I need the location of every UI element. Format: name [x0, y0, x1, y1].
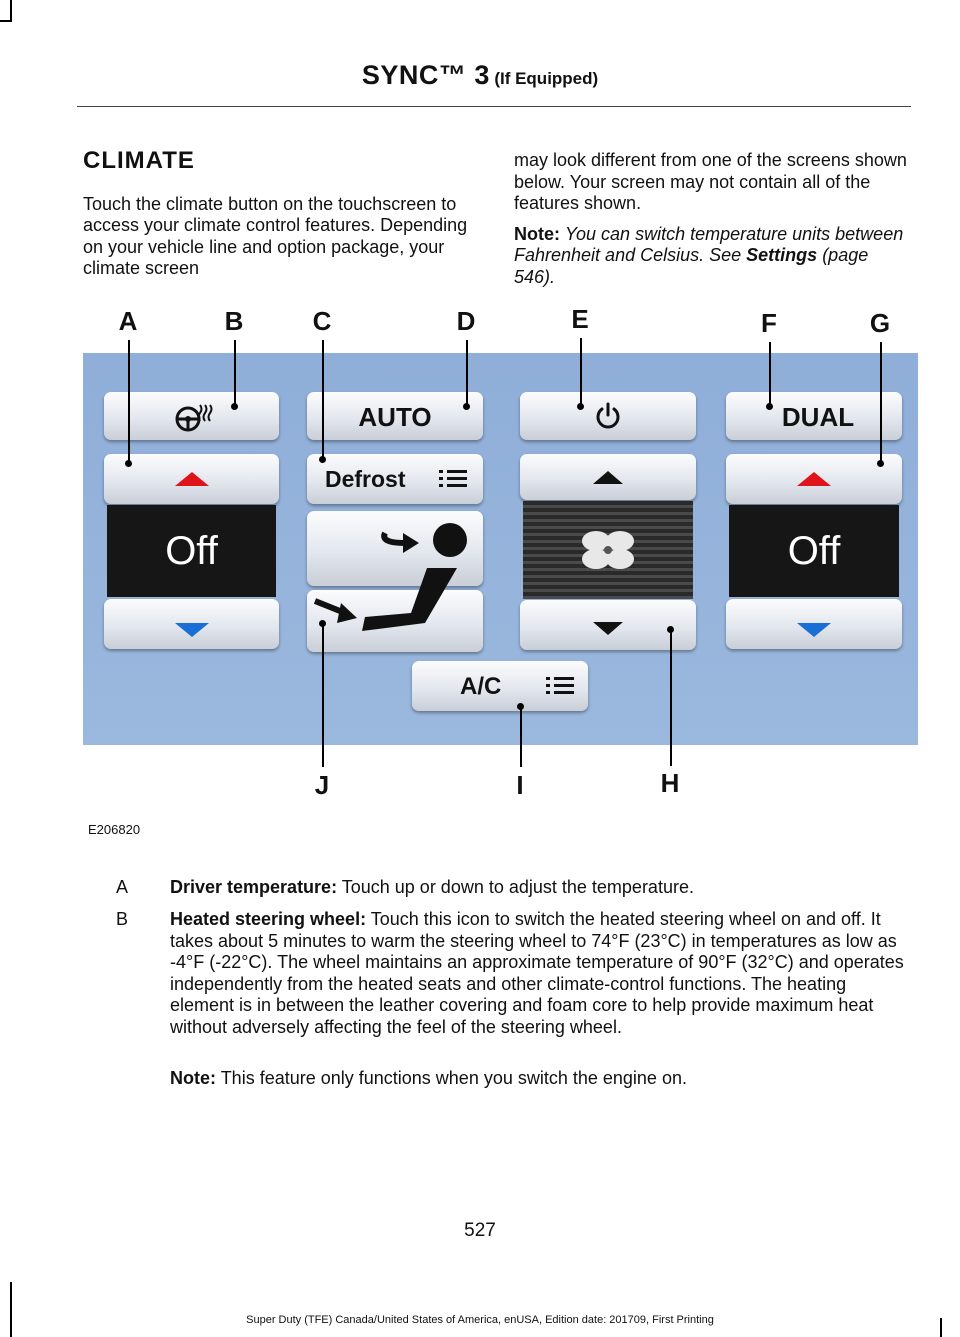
heated-steering-wheel-button[interactable] [104, 392, 279, 440]
section-heading: CLIMATE [83, 147, 195, 174]
item-note [116, 1068, 906, 1092]
crop-mark [10, 1282, 12, 1337]
item-note-text: This feature only functions when you switch the engine on. [220, 1068, 687, 1088]
callout-j: J [314, 770, 330, 800]
note-label: Note: [514, 223, 560, 244]
item-text: Touch up or down to adjust the temperature. [341, 877, 694, 897]
callout-line [128, 340, 130, 464]
passenger-temp-down-button[interactable] [726, 599, 902, 649]
ac-button[interactable] [412, 661, 588, 711]
item-note-label: Note: [170, 1068, 216, 1088]
callout-b: B [224, 306, 244, 336]
figure-id: E206820 [88, 822, 141, 837]
callout-f: F [761, 308, 777, 338]
dual-button[interactable] [726, 392, 902, 440]
note-page: (page 546). [514, 245, 869, 287]
passenger-temp-up-button[interactable] [726, 454, 902, 504]
list-item [116, 909, 906, 1069]
item-key: A [116, 877, 129, 897]
crop-mark [10, 0, 12, 22]
item-label: Heated steering wheel: [170, 909, 367, 929]
fan-speed-display [523, 501, 693, 599]
item-label: Driver temperature: [170, 877, 338, 897]
driver-temp-display: Off [107, 505, 276, 597]
callout-dot [463, 403, 470, 410]
callout-line [322, 340, 324, 460]
climate-screen-figure [83, 353, 918, 745]
callout-i: I [516, 770, 524, 800]
callout-dot [319, 456, 326, 463]
callout-dot [877, 460, 884, 467]
menu-list-icon [439, 469, 467, 489]
ac-label: A/C [460, 673, 502, 700]
callout-line [322, 624, 324, 767]
page-header [0, 60, 960, 91]
intro-part-1: Touch the climate button on the touchscreen to access your climate control features. Depending on your vehicle line and option package, your climate screen [83, 193, 468, 278]
callout-a: A [118, 306, 138, 336]
callout-dot [577, 403, 584, 410]
driver-temp-down-button[interactable] [104, 599, 279, 649]
right-column [514, 150, 912, 297]
auto-label: AUTO [358, 402, 432, 432]
arrow-up-icon [175, 472, 209, 486]
header-rule [77, 106, 911, 107]
callout-line [520, 707, 522, 767]
callout-h: H [660, 768, 680, 798]
item-key: B [116, 909, 129, 929]
page-footer: Super Duty (TFE) Canada/United States of America, enUSA, Edition date: 201709, First Printing [246, 1314, 714, 1326]
callout-g: G [869, 308, 891, 338]
callout-line [580, 338, 582, 406]
callout-line [234, 340, 236, 406]
menu-list-icon [546, 676, 574, 696]
auto-button[interactable] [307, 392, 483, 440]
item-text: Touch this icon to switch the heated steering wheel on and off. It takes about 5 minutes to warm the steering wheel to 74°F (23°C) in temperatures as low as -4°F (-22°C). The wheel maintains an approximate temperature of 90°F (32°C) and operates independently from the heated seats and other climate-control functions. The heating element is in between the leather covering and foam core to help provide maximum heat without adversely affecting the feel of the steering wheel. [170, 909, 904, 1037]
fan-icon [576, 525, 640, 575]
arrow-up-icon [797, 472, 831, 486]
passenger-temp-display: Off [729, 505, 899, 597]
callout-line [466, 340, 468, 406]
header-title: SYNC™ 3 [361, 60, 490, 90]
arrow-down-icon [593, 622, 623, 635]
arrow-down-icon [175, 623, 209, 637]
arrow-down-icon [797, 623, 831, 637]
page-number: 527 [464, 1220, 496, 1241]
arrow-up-icon [593, 471, 623, 484]
callout-line [670, 630, 672, 766]
callout-dot [766, 403, 773, 410]
crop-mark [0, 20, 12, 22]
defrost-button[interactable] [307, 454, 483, 504]
callout-d: D [456, 306, 476, 336]
power-icon [593, 401, 623, 431]
callout-c: C [312, 306, 332, 336]
left-column [83, 147, 478, 289]
intro-part-2: may look different from one of the screens shown below. Your screen may not contain all of the features shown. [514, 150, 907, 213]
heated-steering-wheel-icon [174, 399, 214, 433]
fan-speed-up-button[interactable] [520, 454, 696, 500]
section-note [514, 224, 912, 289]
callout-dot [125, 460, 132, 467]
callout-e: E [571, 304, 589, 334]
note-text: You can switch temperature units between Fahrenheit and Celsius. See [514, 223, 904, 265]
header-subtitle: (If Equipped) [494, 69, 599, 88]
callout-line [769, 342, 771, 406]
list-item [116, 877, 906, 901]
note-link[interactable]: Settings [746, 245, 818, 265]
defrost-label: Defrost [325, 466, 406, 492]
seated-person-airflow-icon [307, 513, 483, 653]
callout-line [880, 342, 882, 464]
callout-dot [231, 403, 238, 410]
power-button[interactable] [520, 392, 696, 440]
dual-label: DUAL [781, 402, 855, 432]
